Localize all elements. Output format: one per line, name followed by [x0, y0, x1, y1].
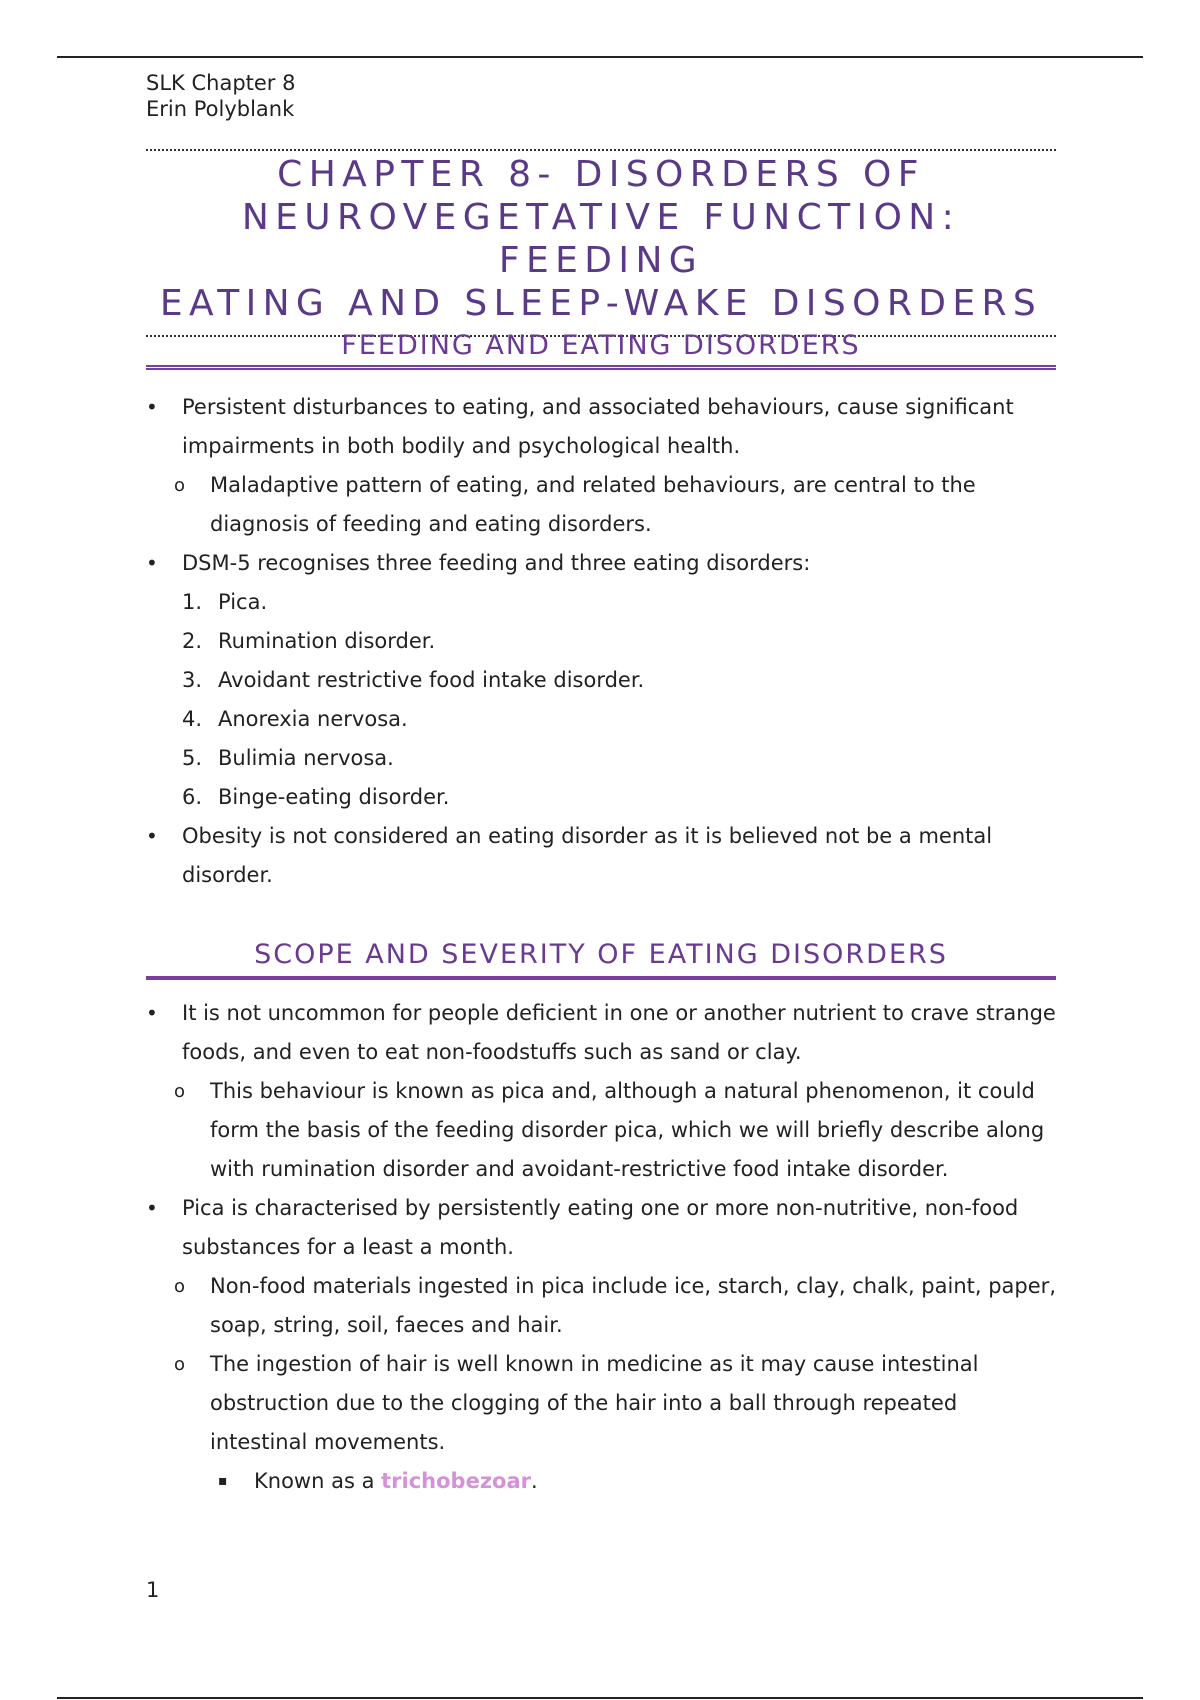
bullet-marker: • — [146, 395, 158, 419]
bullet-marker: • — [146, 1196, 158, 1220]
numbered-item: 4. Anorexia nervosa. — [146, 700, 1056, 739]
header-course: SLK Chapter 8 — [146, 71, 296, 95]
item-number: 3. — [182, 668, 203, 692]
chapter-title — [146, 153, 1056, 325]
bottom-rule — [57, 1697, 1143, 1699]
list-item: o This behaviour is known as pica and, although a natural phenomenon, it could form the basis of the feeding disorder pica, which we will briefly describe along with rumination disorder and avoidant-restrictive food intake disorder. — [146, 1072, 1056, 1189]
highlighted-term: trichobezoar — [381, 1469, 532, 1493]
numbered-item: 5. Bulimia nervosa. — [146, 739, 1056, 778]
numbered-item: 1. Pica. — [146, 583, 1056, 622]
list-item: • Pica is characterised by persistently eating one or more non-nutritive, non-food substances for a least a month. — [146, 1189, 1056, 1267]
list-item: ▪ Known as a trichobezoar. — [146, 1462, 1056, 1501]
list-item: • Obesity is not considered an eating disorder as it is believed not be a mental disorder. — [146, 817, 1056, 895]
sub-bullet-marker: o — [174, 1081, 186, 1102]
section-feeding-eating — [146, 329, 1056, 895]
list-item: o Non-food materials ingested in pica include ice, starch, clay, chalk, paint, paper, soap, string, soil, faeces and hair. — [146, 1267, 1056, 1345]
sub-bullet-marker: o — [174, 1276, 186, 1297]
list-item: o The ingestion of hair is well known in medicine as it may cause intestinal obstruction due to the clogging of the hair into a ball through repeated intestinal movements. — [146, 1345, 1056, 1462]
list-item: o Maladaptive pattern of eating, and related behaviours, are central to the diagnosis of feeding and eating disorders. — [146, 466, 1056, 544]
bullet-marker: • — [146, 824, 158, 848]
chapter-title-block — [146, 149, 1056, 337]
item-number: 2. — [182, 629, 203, 653]
title-line-3: EATING AND SLEEP-WAKE DISORDERS — [159, 283, 1043, 324]
section-scope-severity — [146, 938, 1056, 1501]
item-number: 6. — [182, 785, 203, 809]
item-number: 1. — [182, 590, 203, 614]
list-item: • It is not uncommon for people deficient in one or another nutrient to crave strange foods, and even to eat non-foodstuffs such as sand or clay. — [146, 994, 1056, 1072]
title-line-1: CHAPTER 8- DISORDERS OF — [277, 154, 925, 195]
sub-bullet-marker: o — [174, 1354, 186, 1375]
document-header — [146, 70, 295, 122]
list-item: • Persistent disturbances to eating, and associated behaviours, cause significant impairments in both bodily and psychological health. — [146, 388, 1056, 466]
section-heading: FEEDING AND EATING DISORDERS — [146, 329, 1056, 370]
top-rule — [57, 56, 1143, 58]
header-author: Erin Polyblank — [146, 97, 295, 121]
numbered-item: 3. Avoidant restrictive food intake disorder. — [146, 661, 1056, 700]
square-bullet-marker: ▪ — [218, 1473, 228, 1489]
title-line-2: NEUROVEGETATIVE FUNCTION: FEEDING — [241, 197, 961, 281]
bullet-marker: • — [146, 551, 158, 575]
list-item: • DSM-5 recognises three feeding and three eating disorders: — [146, 544, 1056, 583]
numbered-item: 2. Rumination disorder. — [146, 622, 1056, 661]
bullet-marker: • — [146, 1001, 158, 1025]
item-number: 4. — [182, 707, 203, 731]
numbered-item: 6. Binge-eating disorder. — [146, 778, 1056, 817]
sub-bullet-marker: o — [174, 475, 186, 496]
section-heading: SCOPE AND SEVERITY OF EATING DISORDERS — [146, 938, 1056, 980]
page-number: 1 — [146, 1578, 160, 1602]
item-number: 5. — [182, 746, 203, 770]
